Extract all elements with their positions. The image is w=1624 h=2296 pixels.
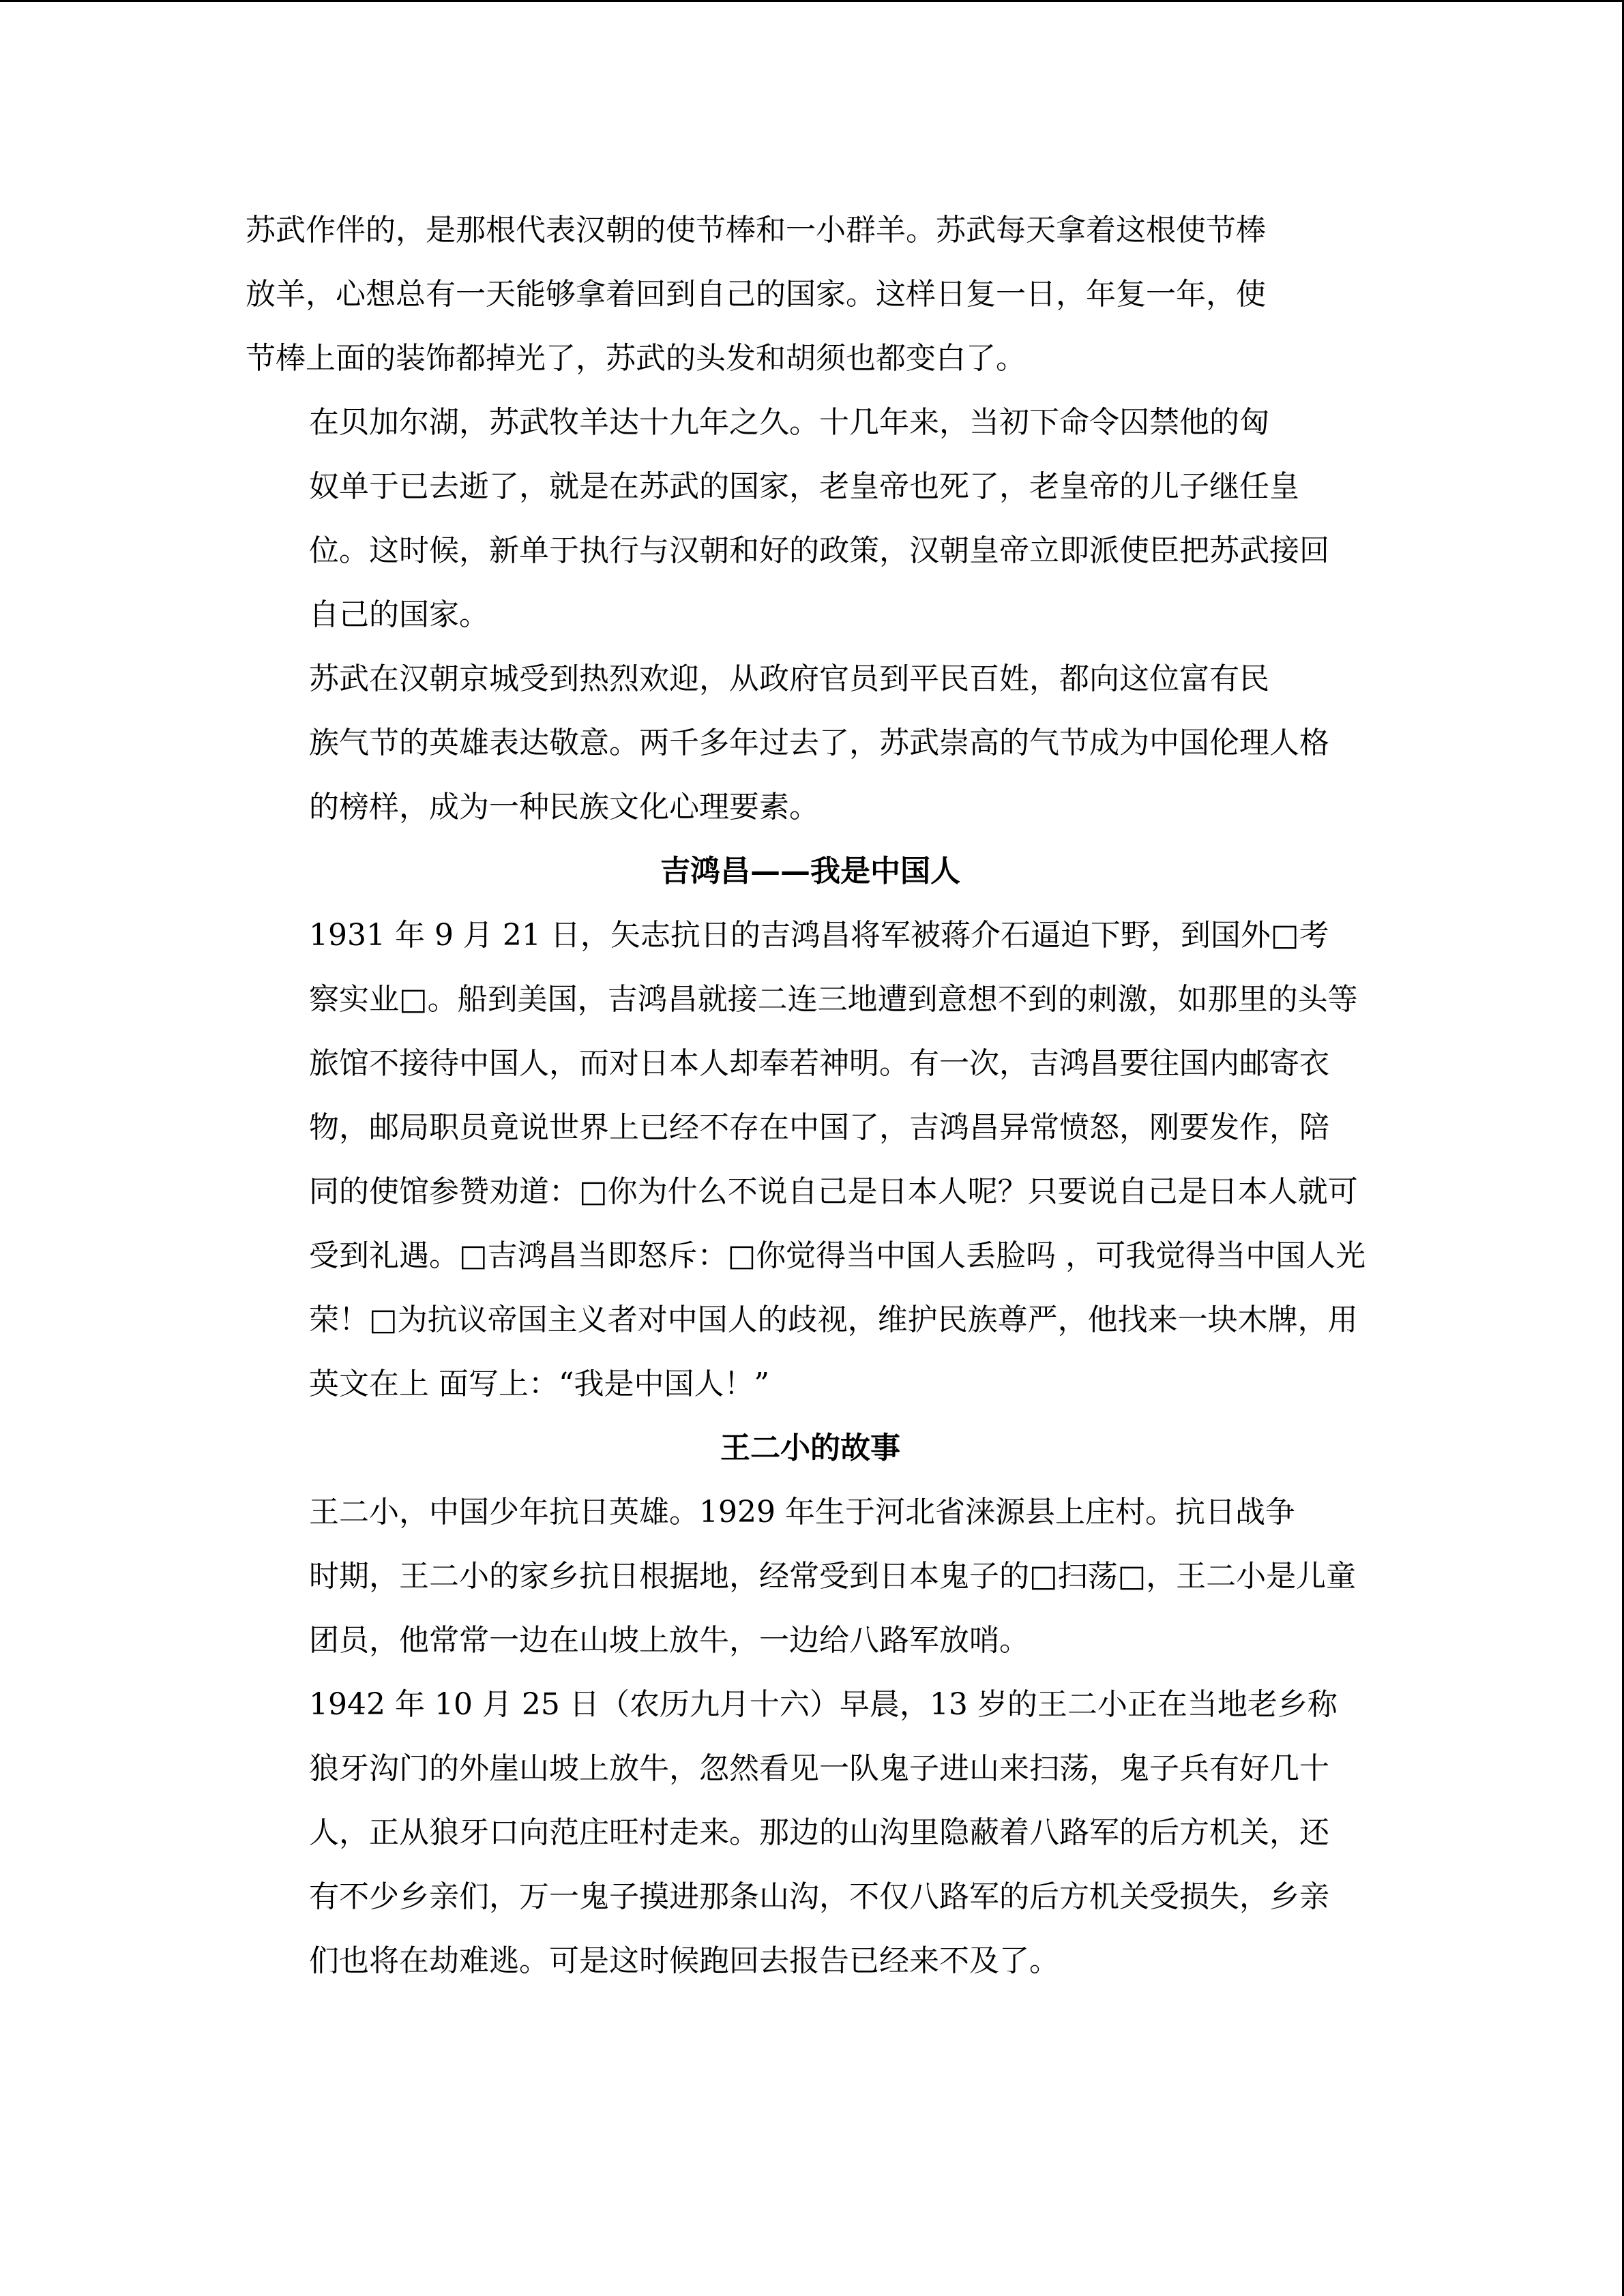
text-line: 物，邮局职员竟说世界上已经不存在中国了，吉鸿昌异常愤怒，刚要发作，陪 <box>309 1110 1329 1145</box>
text-line: 苏武在汉朝京城受到热烈欢迎，从政府官员到平民百姓，都向这位富有民 <box>309 661 1269 696</box>
document-body <box>246 198 1375 1993</box>
text-line: 的榜样，成为一种民族文化心理要素。 <box>309 790 819 824</box>
text-line: 族气节的英雄表达敬意。两千多年过去了，苏武崇高的气节成为中国伦理人格 <box>309 726 1329 760</box>
paragraph <box>246 1673 1375 1993</box>
text-line: 荣！□为抗议帝国主义者对中国人的歧视，维护民族尊严，他找来一块木牌，用 <box>309 1302 1358 1337</box>
text-line: 自己的国家。 <box>309 597 489 632</box>
paragraph <box>246 1480 1375 1673</box>
text-line: 在贝加尔湖，苏武牧羊达十九年之久。十几年来，当初下命令囚禁他的匈 <box>309 405 1269 440</box>
text-line: 英文在上 面写上：“我是中国人！” <box>309 1367 769 1401</box>
text-line: 奴单于已去逝了，就是在苏武的国家，老皇帝也死了，老皇帝的儿子继任皇 <box>309 469 1299 504</box>
text-line: 1931 年 9 月 21 日，矢志抗日的吉鸿昌将军被蒋介石逼迫下野，到国外□考 <box>309 918 1329 953</box>
text-line: 旅馆不接待中国人，而对日本人却奉若神明。有一次，吉鸿昌要往国内邮寄衣 <box>309 1046 1329 1081</box>
paragraph <box>246 391 1375 647</box>
paragraph <box>246 647 1375 839</box>
text-line: 狼牙沟门的外崖山坡上放牛，忽然看见一队鬼子进山来扫荡，鬼子兵有好几十 <box>309 1751 1329 1786</box>
text-line: 位。这时候，新单于执行与汉朝和好的政策，汉朝皇帝立即派使臣把苏武接回 <box>309 533 1329 568</box>
text-line: 受到礼遇。□吉鸿昌当即怒斥：□你觉得当中国人丢脸吗 ，可我觉得当中国人光 <box>309 1238 1366 1273</box>
text-line: 1942 年 10 月 25 日（农历九月十六）早晨，13 岁的王二小正在当地老乡称 <box>309 1687 1338 1722</box>
text-line: 们也将在劫难逃。可是这时候跑回去报告已经来不及了。 <box>309 1943 1059 1978</box>
paragraph <box>246 904 1375 1416</box>
text-line: 节棒上面的装饰都掉光了，苏武的头发和胡须也都变白了。 <box>246 341 1026 376</box>
text-line: 人，正从狼牙口向范庄旺村走来。那边的山沟里隐蔽着八路军的后方机关，还 <box>309 1815 1329 1850</box>
text-line: 同的使馆参赞劝道：□你为什么不说自己是日本人呢？只要说自己是日本人就可 <box>309 1174 1358 1209</box>
text-line: 团员，他常常一边在山坡上放牛，一边给八路军放哨。 <box>309 1623 1029 1658</box>
paragraph <box>246 198 1375 391</box>
text-line: 王二小，中国少年抗日英雄。1929 年生于河北省涞源县上庄村。抗日战争 <box>309 1495 1295 1530</box>
text-line: 苏武作伴的，是那根代表汉朝的使节棒和一小群羊。苏武每天拿着这根使节棒 <box>246 213 1266 248</box>
section-heading: 吉鸿昌——我是中国人 <box>660 854 960 889</box>
section-heading: 王二小的故事 <box>720 1431 900 1465</box>
text-line: 放羊，心想总有一天能够拿着回到自己的国家。这样日复一日，年复一年，使 <box>246 277 1266 312</box>
text-line: 有不少乡亲们，万一鬼子摸进那条山沟，不仅八路军的后方机关受损失，乡亲 <box>309 1879 1329 1914</box>
text-line: 察实业□。船到美国，吉鸿昌就接二连三地遭到意想不到的刺激，如那里的头等 <box>309 982 1358 1017</box>
text-line: 时期，王二小的家乡抗日根据地，经常受到日本鬼子的□扫荡□，王二小是儿童 <box>309 1559 1357 1594</box>
